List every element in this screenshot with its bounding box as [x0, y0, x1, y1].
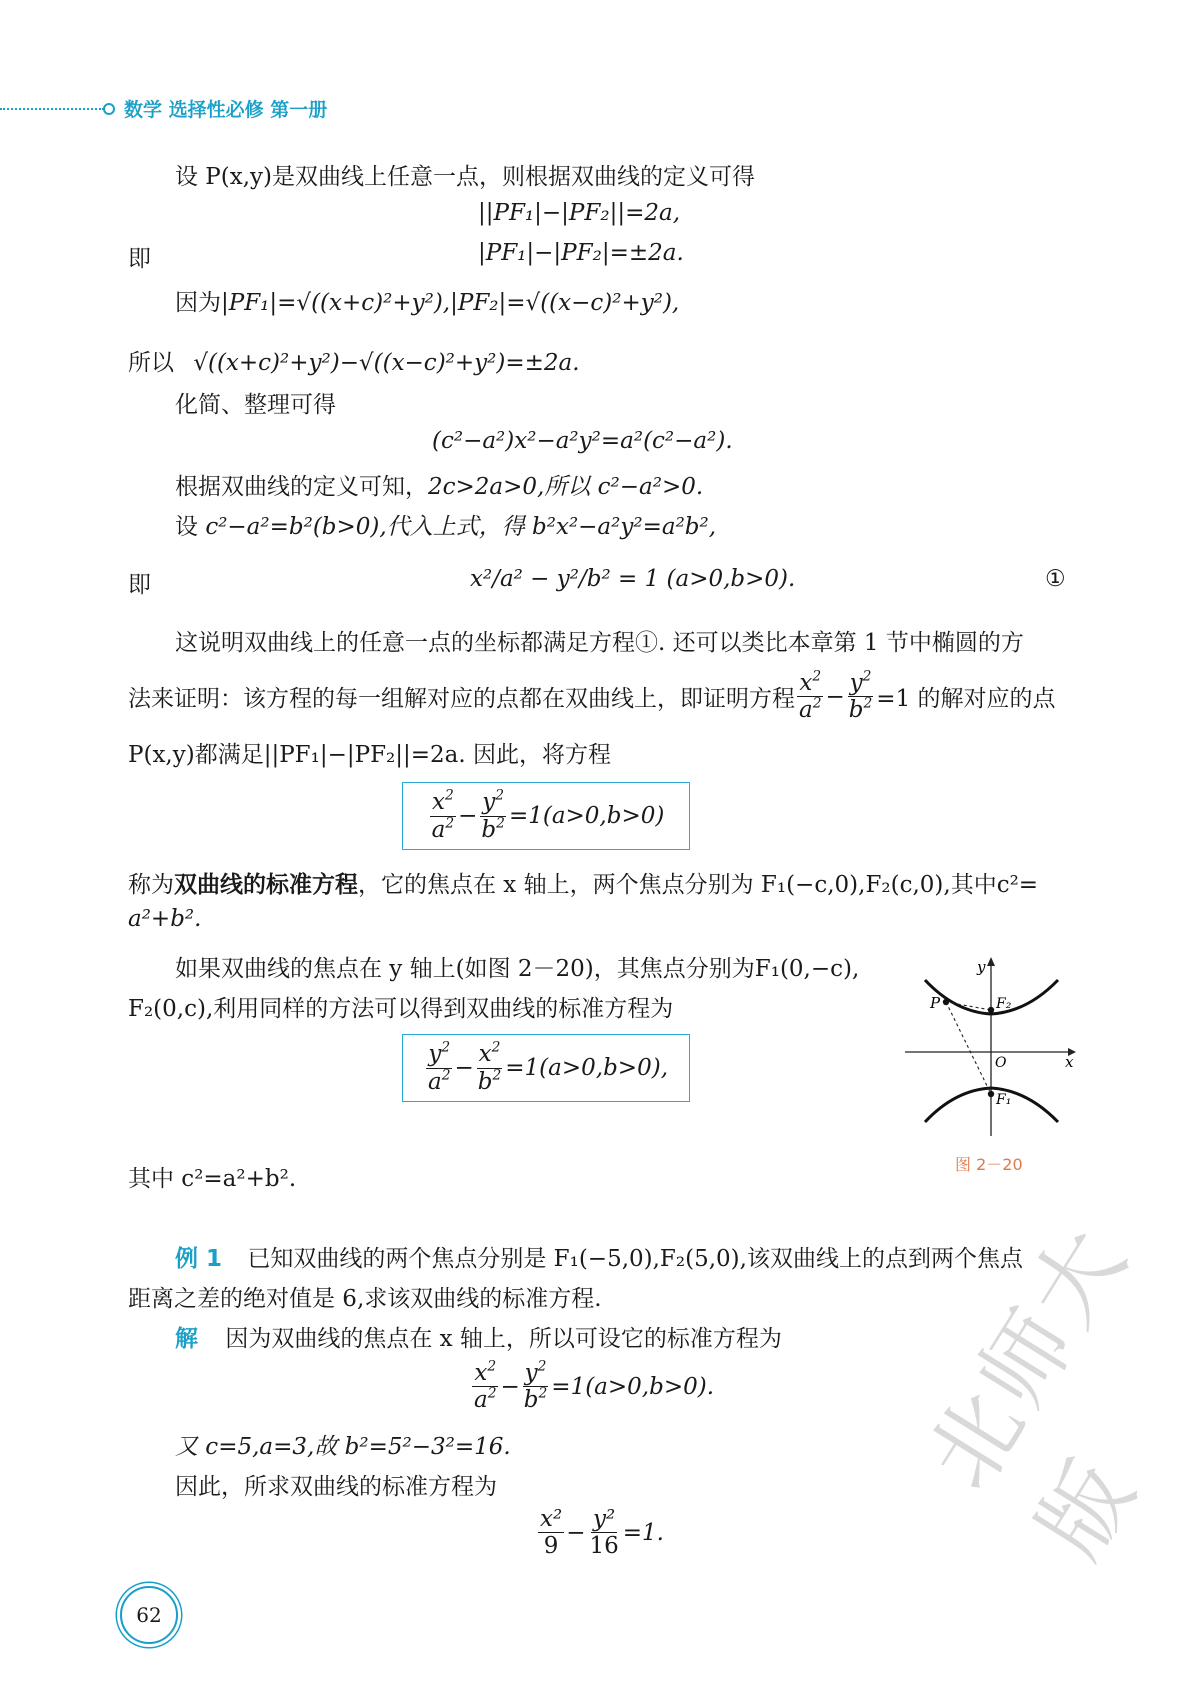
example-text-1: 已知双曲线的两个焦点分别是 F₁(−5,0),F₂(5,0),该双曲线上的点到两个焦点 [247, 1246, 1023, 1272]
equation-one: x²/a² − y²/b² = 1 (a>0,b>0). [470, 566, 796, 592]
explain-line-2a: 法来证明：该方程的每一组解对应的点都在双曲线上，即证明方程 [128, 686, 795, 713]
set-b-line [175, 508, 716, 541]
simplified-equation: (c²−a²)x²−a²y²=a²(c²−a²). [432, 428, 733, 454]
box2-fraction-x2-b2: $\frac{x^2}{b^2}$ [477, 1039, 502, 1095]
boxed-standard-equation-y [402, 1034, 690, 1102]
final-num-1: x² [540, 1506, 563, 1532]
example-tag: 例 1 [175, 1246, 223, 1272]
by-definition-prefix: 根据双曲线的定义可知， [175, 474, 428, 500]
because-lead: 因为 [175, 290, 221, 316]
label-y: y [977, 958, 986, 976]
header-dot-icon [103, 103, 115, 115]
pf1-expression: |PF₁|=√((x+c)²+y²), [221, 290, 451, 316]
final-tail: =1. [622, 1519, 664, 1546]
example-line-1 [175, 1240, 1023, 1273]
sol-minus: − [500, 1373, 520, 1400]
ji-label: 即 [128, 246, 151, 272]
box2-condition: =1(a>0,b>0), [505, 1055, 668, 1081]
sol-fraction-x2-a2: $\frac{x^2}{a^2}$ [474, 1358, 497, 1414]
box2-minus: − [454, 1055, 474, 1081]
explain-line-1: 这说明双曲线上的任意一点的坐标都满足方程①. 还可以类比本章第 1 节中椭圆的方 [175, 630, 1024, 656]
header-title: 数学 选择性必修 第一册 [124, 99, 328, 121]
intro-line: 设 P(x,y)是双曲线上任意一点，则根据双曲线的定义可得 [175, 164, 756, 190]
sqrt-equation: √((x+c)²+y²)−√((x−c)²+y²)=±2a. [193, 350, 580, 376]
def-abs-eq: ||PF₁|−|PF₂||=2a, [478, 200, 681, 226]
label-f2: F₂ [996, 996, 1012, 1012]
explain-line-2b: =1 的解对应的点 [876, 686, 1056, 713]
fraction-x2-a2: $\frac{x^2}{a^2}$ [799, 668, 822, 724]
header-rule [0, 108, 104, 110]
sol-fraction-y2-b2: $\frac{y^2}{b^2}$ [523, 1358, 548, 1414]
sol-condition: =1(a>0,b>0). [551, 1373, 715, 1400]
y-axis-arrow-icon [987, 957, 995, 966]
final-equation [536, 1506, 664, 1560]
def-pm-eq: |PF₁|−|PF₂|=±2a. [478, 240, 684, 266]
solution-text-3: 因此，所求双曲线的标准方程为 [175, 1474, 497, 1500]
named-pre: 称为 [128, 872, 174, 898]
label-x: x [1065, 1053, 1074, 1071]
set-b-prefix: 设 [175, 514, 206, 540]
named-continuation: a²+b². [128, 906, 202, 932]
solution-tag: 解 [175, 1326, 198, 1352]
where-line: 其中 c²=a²+b². [128, 1166, 297, 1192]
set-b-equation: c²−a²=b²(b>0),代入上式，得 b²x²−a²y²=a²b², [205, 514, 717, 540]
box-condition: =1(a>0,b>0) [508, 803, 665, 829]
focus-f2 [988, 1007, 994, 1013]
pf1-dashed-line [946, 1002, 991, 1094]
simplify-line: 化简、整理可得 [175, 392, 336, 418]
label-p: P [930, 994, 941, 1012]
y-axis-line-1: 如果双曲线的焦点在 y 轴上(如图 2－20)，其焦点分别为F₁(0,−c), [175, 956, 860, 982]
final-fraction-1 [538, 1506, 564, 1560]
solution-equation [470, 1360, 714, 1414]
figure-caption: 图 2－20 [955, 1155, 1023, 1174]
example-text-2: 距离之差的绝对值是 6,求该双曲线的标准方程. [128, 1286, 602, 1312]
label-origin: O [995, 1055, 1007, 1071]
solution-line-1 [175, 1320, 782, 1353]
so-line [128, 344, 580, 377]
box-fraction-y2-b2: $\frac{y^2}{b^2}$ [481, 787, 505, 843]
final-num-2: y² [593, 1506, 616, 1532]
box2-fraction-y2-a2: $\frac{y^2}{a^2}$ [427, 1039, 451, 1095]
so-lead: 所以 [128, 350, 174, 376]
final-fraction-2 [587, 1506, 620, 1560]
named-term: 双曲线的标准方程 [174, 872, 358, 898]
boxed-standard-equation-x [402, 782, 690, 850]
final-den-2: 16 [589, 1533, 619, 1560]
final-den-1: 9 [543, 1533, 559, 1560]
because-line [175, 284, 679, 317]
fraction-y2-b2: $\frac{y^2}{b^2}$ [848, 668, 873, 724]
solution-text-2: 又 c=5,a=3,故 b²=5²−3²=16. [175, 1434, 511, 1460]
point-p [943, 999, 949, 1005]
hyperbola-figure [900, 950, 1080, 1140]
box-minus: − [458, 803, 478, 829]
focus-f1 [988, 1091, 994, 1097]
publisher-watermark: 北师大版 [907, 1206, 1158, 1576]
page-number: 62 [120, 1586, 178, 1644]
pf2-expression: |PF₂|=√((x−c)²+y²), [450, 290, 680, 316]
y-axis-line-2: F₂(0,c),利用同样的方法可以得到双曲线的标准方程为 [128, 996, 674, 1022]
by-definition-condition: 2c>2a>0,所以 c²−a²>0. [428, 474, 704, 500]
equation-one-marker: ① [1045, 566, 1066, 592]
solution-text-1: 因为双曲线的焦点在 x 轴上，所以可设它的标准方程为 [225, 1326, 782, 1352]
label-f1: F₁ [996, 1092, 1012, 1108]
final-minus: − [566, 1519, 586, 1546]
by-definition-line [175, 468, 703, 501]
box-fraction-x2-a2: $\frac{x^2}{a^2}$ [431, 787, 455, 843]
ji-label-2: 即 [128, 572, 151, 598]
named-line [128, 866, 1038, 899]
named-post: ，它的焦点在 x 轴上，两个焦点分别为 F₁(−c,0),F₂(c,0),其中c²= [358, 872, 1039, 898]
explain-line-2 [128, 670, 1056, 724]
minus-sign: − [825, 683, 845, 710]
explain-line-3: P(x,y)都满足||PF₁|−|PF₂||=2a. 因此，将方程 [128, 742, 612, 768]
